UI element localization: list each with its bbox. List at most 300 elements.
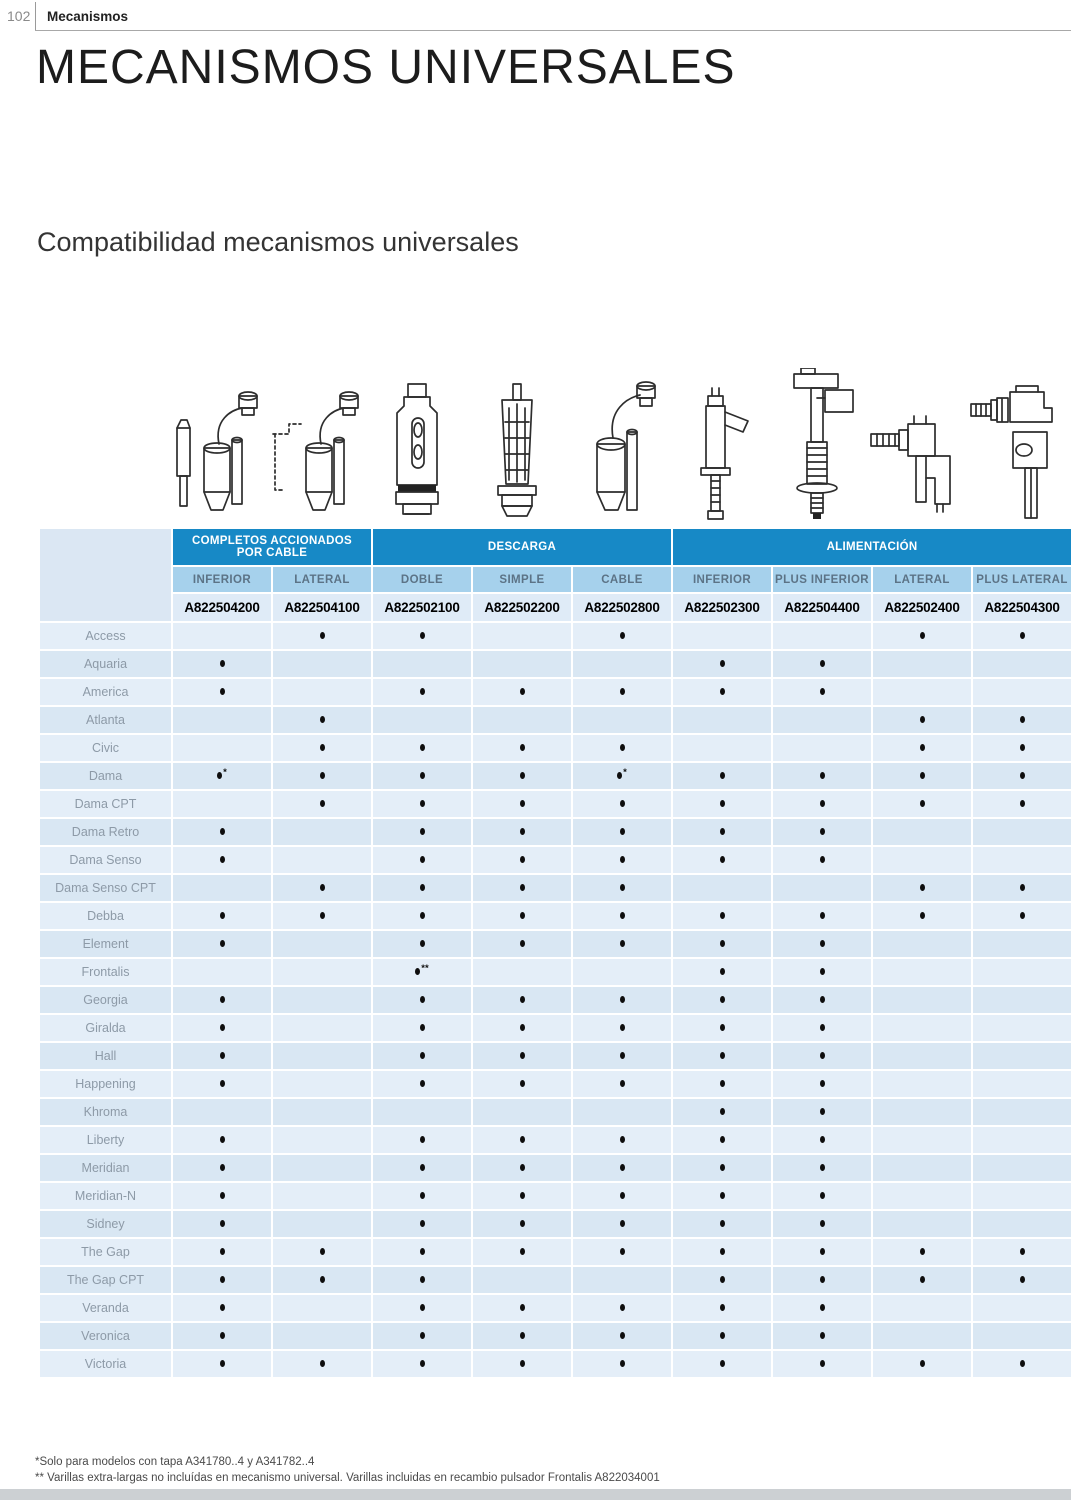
compatibility-cell bbox=[873, 1043, 971, 1069]
compatibility-cell bbox=[673, 931, 771, 957]
compatibility-cell bbox=[273, 623, 371, 649]
compatibility-cell bbox=[573, 819, 671, 845]
compatibility-cell bbox=[973, 1071, 1071, 1097]
compatibility-dot bbox=[1020, 1276, 1025, 1283]
compatibility-cell bbox=[473, 875, 571, 901]
model-name: Meridian bbox=[40, 1155, 171, 1181]
compatibility-dot bbox=[220, 1332, 225, 1339]
compatibility-cell bbox=[373, 1211, 471, 1237]
model-name: Dama Retro bbox=[40, 819, 171, 845]
compatibility-cell bbox=[973, 1155, 1071, 1181]
table-row bbox=[40, 791, 1071, 817]
table-corner bbox=[40, 529, 171, 621]
compatibility-cell bbox=[573, 1155, 671, 1181]
table-row bbox=[40, 651, 1071, 677]
table-row bbox=[40, 1099, 1071, 1125]
compatibility-dot bbox=[520, 884, 525, 891]
compatibility-cell bbox=[273, 1295, 371, 1321]
compatibility-cell bbox=[973, 651, 1071, 677]
compatibility-cell bbox=[373, 903, 471, 929]
compatibility-cell bbox=[673, 1239, 771, 1265]
compatibility-cell bbox=[173, 875, 271, 901]
compatibility-dot bbox=[520, 1192, 525, 1199]
compatibility-cell bbox=[773, 1239, 871, 1265]
column-subheader: PLUS LATERAL bbox=[973, 567, 1071, 592]
compatibility-dot bbox=[520, 800, 525, 807]
compatibility-cell bbox=[373, 735, 471, 761]
compatibility-cell bbox=[773, 875, 871, 901]
compatibility-dot bbox=[217, 772, 222, 779]
compatibility-cell bbox=[173, 1127, 271, 1153]
compatibility-dot bbox=[820, 772, 825, 779]
compatibility-cell bbox=[973, 1015, 1071, 1041]
compatibility-dot bbox=[720, 1192, 725, 1199]
compatibility-cell bbox=[373, 1043, 471, 1069]
model-name: Dama Senso CPT bbox=[40, 875, 171, 901]
compatibility-cell bbox=[273, 651, 371, 677]
compatibility-cell bbox=[973, 847, 1071, 873]
compatibility-dot bbox=[820, 1052, 825, 1059]
compatibility-cell bbox=[573, 679, 671, 705]
compatibility-cell bbox=[973, 735, 1071, 761]
compatibility-cell bbox=[573, 875, 671, 901]
compatibility-cell bbox=[473, 1099, 571, 1125]
compatibility-cell bbox=[973, 623, 1071, 649]
compatibility-dot bbox=[820, 1108, 825, 1115]
compatibility-cell bbox=[273, 1015, 371, 1041]
compatibility-cell bbox=[173, 1155, 271, 1181]
compatibility-dot bbox=[420, 940, 425, 947]
compatibility-cell bbox=[973, 959, 1071, 985]
table-row bbox=[40, 1071, 1071, 1097]
compatibility-dot bbox=[720, 1080, 725, 1087]
compatibility-cell bbox=[773, 1099, 871, 1125]
compatibility-cell bbox=[173, 651, 271, 677]
compatibility-cell bbox=[773, 847, 871, 873]
table-row bbox=[40, 903, 1071, 929]
model-name: Dama CPT bbox=[40, 791, 171, 817]
product-code: A822502300 bbox=[673, 594, 771, 621]
compatibility-dot bbox=[220, 1248, 225, 1255]
compatibility-cell bbox=[473, 1295, 571, 1321]
compatibility-dot bbox=[320, 632, 325, 639]
model-name: The Gap CPT bbox=[40, 1267, 171, 1293]
table-row bbox=[40, 1351, 1071, 1377]
compatibility-cell bbox=[173, 791, 271, 817]
compatibility-dot bbox=[820, 1276, 825, 1283]
compatibility-dot bbox=[520, 1220, 525, 1227]
model-name: Hall bbox=[40, 1043, 171, 1069]
compatibility-dot bbox=[920, 1360, 925, 1367]
compatibility-dot bbox=[420, 1220, 425, 1227]
compatibility-cell bbox=[273, 735, 371, 761]
column-subheader: INFERIOR bbox=[673, 567, 771, 592]
compatibility-cell bbox=[973, 1043, 1071, 1069]
compatibility-dot bbox=[720, 800, 725, 807]
compatibility-dot bbox=[1020, 912, 1025, 919]
compatibility-dot bbox=[520, 1164, 525, 1171]
compatibility-cell bbox=[173, 1183, 271, 1209]
table-row bbox=[40, 763, 1071, 789]
compatibility-cell bbox=[873, 679, 971, 705]
compatibility-cell bbox=[473, 1155, 571, 1181]
compatibility-cell bbox=[673, 847, 771, 873]
compatibility-dot bbox=[820, 856, 825, 863]
compatibility-dot bbox=[720, 940, 725, 947]
compatibility-cell bbox=[573, 903, 671, 929]
compatibility-dot bbox=[620, 1080, 625, 1087]
compatibility-dot bbox=[820, 968, 825, 975]
compatibility-dot bbox=[420, 856, 425, 863]
compatibility-dot bbox=[220, 1192, 225, 1199]
compatibility-dot bbox=[420, 1052, 425, 1059]
compatibility-dot bbox=[920, 912, 925, 919]
compatibility-dot bbox=[420, 884, 425, 891]
section-label: Mecanismos bbox=[47, 9, 129, 24]
footnote-marker: * bbox=[623, 767, 627, 778]
compatibility-cell bbox=[373, 1183, 471, 1209]
compatibility-cell bbox=[773, 1015, 871, 1041]
compatibility-dot bbox=[720, 1108, 725, 1115]
compatibility-dot bbox=[720, 1024, 725, 1031]
model-name: Access bbox=[40, 623, 171, 649]
compatibility-cell bbox=[673, 987, 771, 1013]
compatibility-cell bbox=[473, 931, 571, 957]
product-code: A822502400 bbox=[873, 594, 971, 621]
footnote-1: *Solo para modelos con tapa A341780..4 y A341782..4 bbox=[35, 1456, 315, 1468]
compatibility-cell bbox=[973, 931, 1071, 957]
compatibility-table-wrap bbox=[38, 527, 1071, 1379]
compatibility-cell bbox=[173, 987, 271, 1013]
product-code: A822504300 bbox=[973, 594, 1071, 621]
compatibility-dot bbox=[620, 1192, 625, 1199]
mechanism-alimentacion-inferior-icon bbox=[667, 358, 767, 520]
compatibility-dot bbox=[820, 1024, 825, 1031]
compatibility-cell bbox=[773, 1267, 871, 1293]
compatibility-cell bbox=[873, 1015, 971, 1041]
compatibility-dot bbox=[920, 1248, 925, 1255]
table-row bbox=[40, 1183, 1071, 1209]
compatibility-cell bbox=[673, 1155, 771, 1181]
compatibility-dot bbox=[720, 660, 725, 667]
compatibility-dot bbox=[420, 1304, 425, 1311]
compatibility-dot bbox=[820, 1220, 825, 1227]
column-subheader: LATERAL bbox=[873, 567, 971, 592]
compatibility-cell bbox=[573, 707, 671, 733]
compatibility-cell bbox=[373, 931, 471, 957]
compatibility-cell bbox=[573, 987, 671, 1013]
compatibility-cell bbox=[973, 791, 1071, 817]
model-name: The Gap bbox=[40, 1239, 171, 1265]
compatibility-cell bbox=[273, 1071, 371, 1097]
compatibility-cell bbox=[673, 791, 771, 817]
model-name: Meridian-N bbox=[40, 1183, 171, 1209]
compatibility-dot bbox=[720, 1220, 725, 1227]
compatibility-cell bbox=[773, 987, 871, 1013]
column-subheader: CABLE bbox=[573, 567, 671, 592]
compatibility-cell bbox=[273, 903, 371, 929]
compatibility-dot bbox=[320, 744, 325, 751]
column-group-header: DESCARGA bbox=[373, 529, 671, 565]
compatibility-dot bbox=[920, 884, 925, 891]
compatibility-dot bbox=[520, 828, 525, 835]
compatibility-cell bbox=[473, 735, 571, 761]
compatibility-cell bbox=[973, 1323, 1071, 1349]
compatibility-cell bbox=[373, 1239, 471, 1265]
compatibility-dot bbox=[920, 716, 925, 723]
compatibility-cell bbox=[773, 707, 871, 733]
compatibility-cell bbox=[373, 819, 471, 845]
compatibility-dot bbox=[520, 1332, 525, 1339]
compatibility-dot bbox=[420, 912, 425, 919]
compatibility-dot bbox=[820, 800, 825, 807]
compatibility-dot bbox=[620, 1220, 625, 1227]
product-code: A822502800 bbox=[573, 594, 671, 621]
compatibility-dot bbox=[820, 1136, 825, 1143]
compatibility-cell bbox=[273, 819, 371, 845]
model-name: Aquaria bbox=[40, 651, 171, 677]
compatibility-dot bbox=[420, 772, 425, 779]
compatibility-cell bbox=[273, 1267, 371, 1293]
compatibility-cell bbox=[773, 1071, 871, 1097]
compatibility-dot bbox=[720, 996, 725, 1003]
table-row bbox=[40, 875, 1071, 901]
compatibility-cell bbox=[373, 623, 471, 649]
product-code: A822504400 bbox=[773, 594, 871, 621]
compatibility-dot bbox=[420, 744, 425, 751]
compatibility-cell bbox=[473, 623, 571, 649]
compatibility-dot bbox=[720, 1332, 725, 1339]
compatibility-cell bbox=[873, 763, 971, 789]
compatibility-cell bbox=[773, 959, 871, 985]
compatibility-cell bbox=[873, 1295, 971, 1321]
compatibility-dot bbox=[415, 968, 420, 975]
compatibility-cell bbox=[873, 1099, 971, 1125]
compatibility-dot bbox=[720, 1052, 725, 1059]
compatibility-dot bbox=[720, 1304, 725, 1311]
compatibility-cell bbox=[973, 679, 1071, 705]
compatibility-cell bbox=[873, 735, 971, 761]
compatibility-cell bbox=[973, 875, 1071, 901]
compatibility-cell bbox=[573, 1043, 671, 1069]
compatibility-cell bbox=[673, 1323, 771, 1349]
compatibility-dot bbox=[520, 1136, 525, 1143]
compatibility-cell bbox=[473, 1211, 571, 1237]
compatibility-dot bbox=[220, 660, 225, 667]
compatibility-cell bbox=[673, 1071, 771, 1097]
compatibility-dot bbox=[520, 688, 525, 695]
compatibility-cell bbox=[673, 875, 771, 901]
compatibility-dot bbox=[620, 632, 625, 639]
table-row bbox=[40, 959, 1071, 985]
compatibility-cell bbox=[773, 1183, 871, 1209]
compatibility-dot bbox=[520, 856, 525, 863]
compatibility-dot bbox=[320, 772, 325, 779]
compatibility-cell bbox=[973, 1099, 1071, 1125]
compatibility-dot bbox=[820, 940, 825, 947]
compatibility-cell bbox=[673, 1267, 771, 1293]
bottom-bar bbox=[0, 1489, 1071, 1500]
compatibility-cell bbox=[373, 1351, 471, 1377]
compatibility-cell bbox=[973, 819, 1071, 845]
compatibility-cell bbox=[973, 1211, 1071, 1237]
compatibility-cell bbox=[973, 987, 1071, 1013]
compatibility-cell bbox=[273, 1323, 371, 1349]
compatibility-cell bbox=[273, 1127, 371, 1153]
column-subheader: LATERAL bbox=[273, 567, 371, 592]
compatibility-dot bbox=[220, 1136, 225, 1143]
compatibility-cell bbox=[973, 1267, 1071, 1293]
compatibility-cell bbox=[873, 1211, 971, 1237]
compatibility-cell bbox=[173, 707, 271, 733]
compatibility-dot bbox=[220, 1024, 225, 1031]
compatibility-dot bbox=[420, 800, 425, 807]
compatibility-cell bbox=[973, 903, 1071, 929]
compatibility-cell bbox=[273, 931, 371, 957]
compatibility-cell bbox=[773, 679, 871, 705]
compatibility-cell bbox=[373, 1323, 471, 1349]
compatibility-cell bbox=[473, 651, 571, 677]
compatibility-cell bbox=[573, 763, 671, 789]
compatibility-cell bbox=[873, 875, 971, 901]
compatibility-dot bbox=[1020, 772, 1025, 779]
compatibility-cell bbox=[673, 1211, 771, 1237]
compatibility-dot bbox=[520, 1080, 525, 1087]
compatibility-dot bbox=[1020, 1360, 1025, 1367]
compatibility-dot bbox=[820, 1304, 825, 1311]
product-code: A822504100 bbox=[273, 594, 371, 621]
compatibility-cell bbox=[673, 1295, 771, 1321]
compatibility-cell bbox=[373, 1127, 471, 1153]
table-row bbox=[40, 1211, 1071, 1237]
compatibility-cell bbox=[873, 1267, 971, 1293]
compatibility-cell bbox=[773, 1295, 871, 1321]
compatibility-cell bbox=[773, 931, 871, 957]
compatibility-dot bbox=[620, 1304, 625, 1311]
compatibility-dot bbox=[420, 1080, 425, 1087]
footnotes bbox=[35, 1454, 660, 1486]
compatibility-cell bbox=[473, 1043, 571, 1069]
compatibility-cell bbox=[973, 1351, 1071, 1377]
compatibility-cell bbox=[473, 1323, 571, 1349]
compatibility-dot bbox=[520, 1024, 525, 1031]
compatibility-dot bbox=[620, 1164, 625, 1171]
compatibility-dot bbox=[420, 1276, 425, 1283]
compatibility-cell bbox=[373, 1015, 471, 1041]
compatibility-dot bbox=[620, 996, 625, 1003]
compatibility-cell bbox=[173, 959, 271, 985]
compatibility-cell bbox=[873, 987, 971, 1013]
compatibility-dot bbox=[220, 1276, 225, 1283]
compatibility-dot bbox=[920, 744, 925, 751]
compatibility-cell bbox=[173, 735, 271, 761]
compatibility-cell bbox=[373, 791, 471, 817]
column-subheader: DOBLE bbox=[373, 567, 471, 592]
compatibility-cell bbox=[273, 875, 371, 901]
compatibility-dot bbox=[420, 828, 425, 835]
model-name: Sidney bbox=[40, 1211, 171, 1237]
mechanism-completo-cable-inferior-icon bbox=[167, 358, 267, 520]
compatibility-cell bbox=[173, 1211, 271, 1237]
compatibility-dot bbox=[420, 1248, 425, 1255]
compatibility-cell bbox=[673, 1099, 771, 1125]
table-row bbox=[40, 1127, 1071, 1153]
table-row bbox=[40, 1295, 1071, 1321]
compatibility-dot bbox=[520, 772, 525, 779]
compatibility-dot bbox=[620, 800, 625, 807]
compatibility-dot bbox=[320, 1360, 325, 1367]
compatibility-dot bbox=[920, 1276, 925, 1283]
compatibility-cell bbox=[373, 987, 471, 1013]
compatibility-cell bbox=[773, 791, 871, 817]
compatibility-dot bbox=[420, 1136, 425, 1143]
compatibility-cell bbox=[273, 1183, 371, 1209]
compatibility-cell bbox=[173, 623, 271, 649]
compatibility-cell bbox=[473, 763, 571, 789]
footnote-marker: * bbox=[223, 767, 227, 778]
page-title: MECANISMOS UNIVERSALES bbox=[36, 41, 736, 94]
compatibility-cell bbox=[873, 1239, 971, 1265]
compatibility-cell bbox=[973, 763, 1071, 789]
compatibility-cell bbox=[673, 1015, 771, 1041]
mechanism-completo-cable-lateral-icon bbox=[267, 358, 367, 520]
compatibility-cell bbox=[773, 1351, 871, 1377]
compatibility-cell bbox=[673, 651, 771, 677]
compatibility-dot bbox=[617, 772, 622, 779]
compatibility-cell bbox=[673, 959, 771, 985]
footnote-marker: ** bbox=[421, 963, 429, 974]
model-name: Georgia bbox=[40, 987, 171, 1013]
compatibility-cell bbox=[373, 847, 471, 873]
compatibility-dot bbox=[220, 996, 225, 1003]
compatibility-cell bbox=[573, 1267, 671, 1293]
compatibility-dot bbox=[620, 744, 625, 751]
compatibility-cell bbox=[473, 707, 571, 733]
mechanism-alimentacion-plus-inferior-icon bbox=[767, 358, 867, 520]
compatibility-dot bbox=[720, 688, 725, 695]
compatibility-dot bbox=[620, 856, 625, 863]
compatibility-dot bbox=[520, 996, 525, 1003]
compatibility-dot bbox=[720, 1164, 725, 1171]
footnote-2: ** Varillas extra-largas no incluídas en mecanismo universal. Varillas incluidas en recambio pulsador Frontalis A822034001 bbox=[35, 1472, 660, 1484]
column-group-header: ALIMENTACIÓN bbox=[673, 529, 1071, 565]
page-subtitle: Compatibilidad mecanismos universales bbox=[37, 227, 519, 257]
compatibility-cell bbox=[673, 819, 771, 845]
compatibility-dot bbox=[320, 1248, 325, 1255]
compatibility-dot bbox=[820, 1080, 825, 1087]
compatibility-dot bbox=[820, 828, 825, 835]
compatibility-dot bbox=[420, 1192, 425, 1199]
compatibility-dot bbox=[520, 1360, 525, 1367]
compatibility-cell bbox=[473, 1015, 571, 1041]
table-row bbox=[40, 1323, 1071, 1349]
column-group-header: COMPLETOS ACCIONADOS POR CABLE bbox=[173, 529, 371, 565]
compatibility-cell bbox=[273, 679, 371, 705]
compatibility-cell bbox=[173, 1071, 271, 1097]
compatibility-cell bbox=[673, 623, 771, 649]
compatibility-dot bbox=[820, 1192, 825, 1199]
compatibility-cell bbox=[873, 959, 971, 985]
compatibility-cell bbox=[273, 1211, 371, 1237]
compatibility-cell bbox=[573, 1323, 671, 1349]
compatibility-dot bbox=[520, 1248, 525, 1255]
compatibility-dot bbox=[520, 744, 525, 751]
compatibility-cell bbox=[173, 763, 271, 789]
compatibility-dot bbox=[520, 940, 525, 947]
compatibility-dot bbox=[220, 1360, 225, 1367]
compatibility-cell bbox=[473, 1071, 571, 1097]
compatibility-cell bbox=[273, 763, 371, 789]
